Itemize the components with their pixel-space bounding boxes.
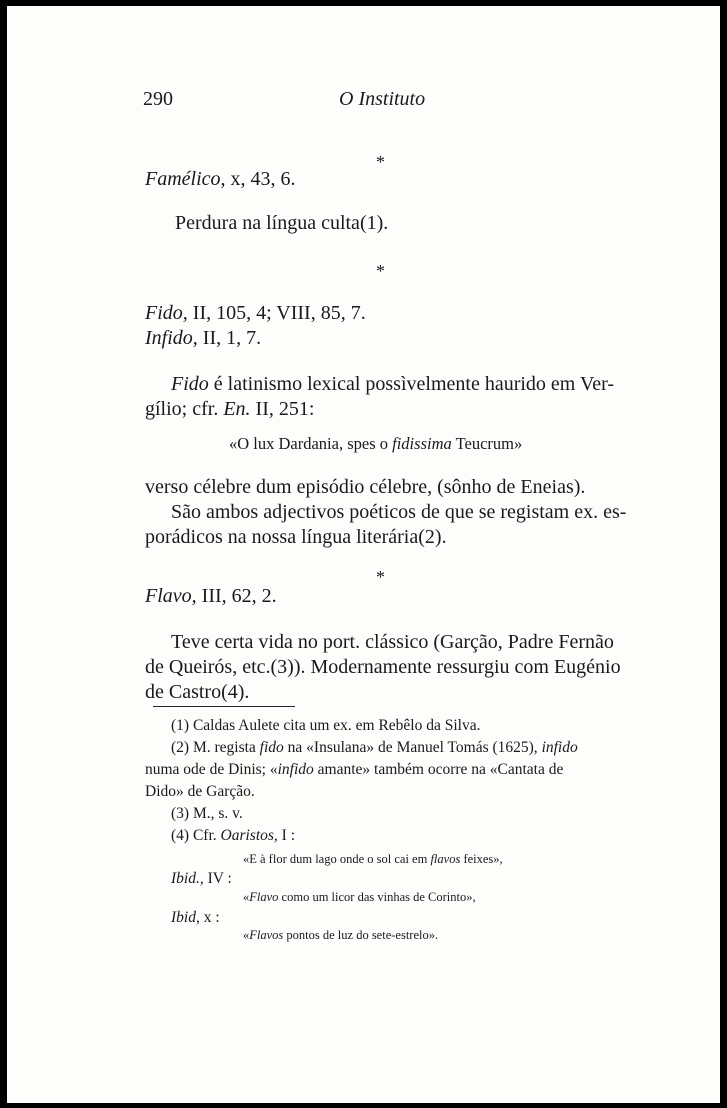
footnote-rule	[153, 706, 295, 707]
quote-text: pontos de luz do sete-estrelo».	[283, 928, 439, 942]
paragraph-line: verso célebre dum episódio célebre, (sônho de Eneias).	[145, 476, 586, 498]
footnote-text: IV :	[203, 870, 232, 887]
footnote-ref: (4).	[221, 681, 250, 703]
paragraph-line	[145, 525, 447, 550]
paragraph-line	[145, 397, 314, 422]
italic-word: infido	[541, 739, 578, 756]
footnote-4	[171, 825, 295, 847]
footnote-text: I :	[277, 827, 296, 844]
quote-text: «O lux Dardania, spes o	[229, 434, 393, 453]
book-page	[7, 6, 720, 1103]
entry-fido	[145, 301, 366, 326]
footnote-ibid	[171, 868, 232, 890]
latin-quote	[229, 434, 522, 454]
italic-word: fidissima	[392, 434, 452, 453]
italic-word: En.	[223, 398, 251, 420]
italic-word: Fido	[171, 373, 209, 395]
footnote-ibid	[171, 907, 220, 929]
running-title: O Instituto	[339, 88, 426, 110]
entry-reference: III, 62, 2.	[196, 585, 277, 607]
headword: Flavo,	[145, 585, 197, 607]
quote-text: «	[243, 928, 250, 942]
footnote-quote	[243, 890, 476, 905]
footnote-3: (3) M., s. v.	[171, 805, 243, 822]
footnote-quote	[243, 852, 503, 867]
footnote-2-line: Dido» de Garção.	[145, 783, 255, 800]
quote-text: «	[243, 890, 250, 904]
footnote-text: na «Insulana» de Manuel Tomás (1625),	[283, 739, 542, 756]
paragraph-text: Perdura na língua culta	[175, 212, 360, 234]
paragraph-line: Teve certa vida no port. clássico (Garção, Padre Fernão	[171, 631, 614, 653]
headword: Infido,	[145, 327, 198, 349]
footnote-text: amante» também ocorre na «Cantata de	[313, 761, 564, 778]
entry-reference: x, 43, 6.	[225, 168, 296, 190]
page-number: 290	[143, 88, 173, 110]
footnote-2	[171, 737, 578, 759]
italic-word: Oaristos,	[220, 827, 278, 844]
entry-flavo	[145, 584, 277, 609]
italic-word: Flavo	[249, 890, 279, 904]
italic-word: flavos	[430, 852, 461, 866]
quote-text: «E à flor dum lago onde o sol cai em	[243, 852, 431, 866]
entry-reference: II, 105, 4; VIII, 85, 7.	[187, 302, 366, 324]
paragraph	[175, 211, 388, 236]
section-separator: *	[376, 261, 385, 281]
headword: Fido,	[145, 302, 188, 324]
italic-word: Flavos	[249, 928, 284, 942]
line-text: gílio; cfr.	[145, 398, 224, 420]
footnote-ref: (1).	[359, 212, 389, 234]
footnote-ref: (2).	[418, 526, 447, 548]
entry-reference: II, 1, 7.	[197, 327, 262, 349]
entry-infido	[145, 326, 261, 351]
line-text: é latinismo lexical possìvelmente haurido em Ver-	[208, 373, 615, 395]
italic-word: Ibid.,	[171, 870, 204, 887]
paragraph-line	[171, 372, 614, 397]
italic-word: infido	[277, 761, 314, 778]
footnote-text: (4) Cfr.	[171, 827, 221, 844]
quote-text: Teucrum»	[451, 434, 523, 453]
quote-text: como um licor das vinhas de Corinto»,	[278, 890, 476, 904]
paragraph-line: de Queirós, etc.(3)). Modernamente ressurgiu com Eugénio	[145, 656, 621, 678]
footnote-2-line	[145, 759, 563, 781]
italic-word: fido	[259, 739, 284, 756]
paragraph-line: São ambos adjectivos poéticos de que se registam ex. es-	[171, 501, 627, 523]
line-text: de Castro	[145, 681, 222, 703]
footnote-quote	[243, 928, 438, 943]
headword: Famélico,	[145, 168, 226, 190]
line-text: porádicos na nossa língua literária	[145, 526, 419, 548]
footnote-text: , x :	[195, 909, 220, 926]
line-text: II, 251:	[250, 398, 315, 420]
section-separator: *	[376, 152, 385, 172]
footnote-1: (1) Caldas Aulete cita um ex. em Rebêlo da Silva.	[171, 717, 481, 734]
quote-text: feixes»,	[460, 852, 503, 866]
footnote-text: numa ode de Dinis; «	[145, 761, 278, 778]
footnote-text: (2) M. regista	[171, 739, 260, 756]
section-separator: *	[376, 567, 385, 587]
paragraph-line	[145, 680, 249, 705]
italic-word: Ibid	[171, 909, 196, 926]
entry-famelico	[145, 167, 296, 192]
